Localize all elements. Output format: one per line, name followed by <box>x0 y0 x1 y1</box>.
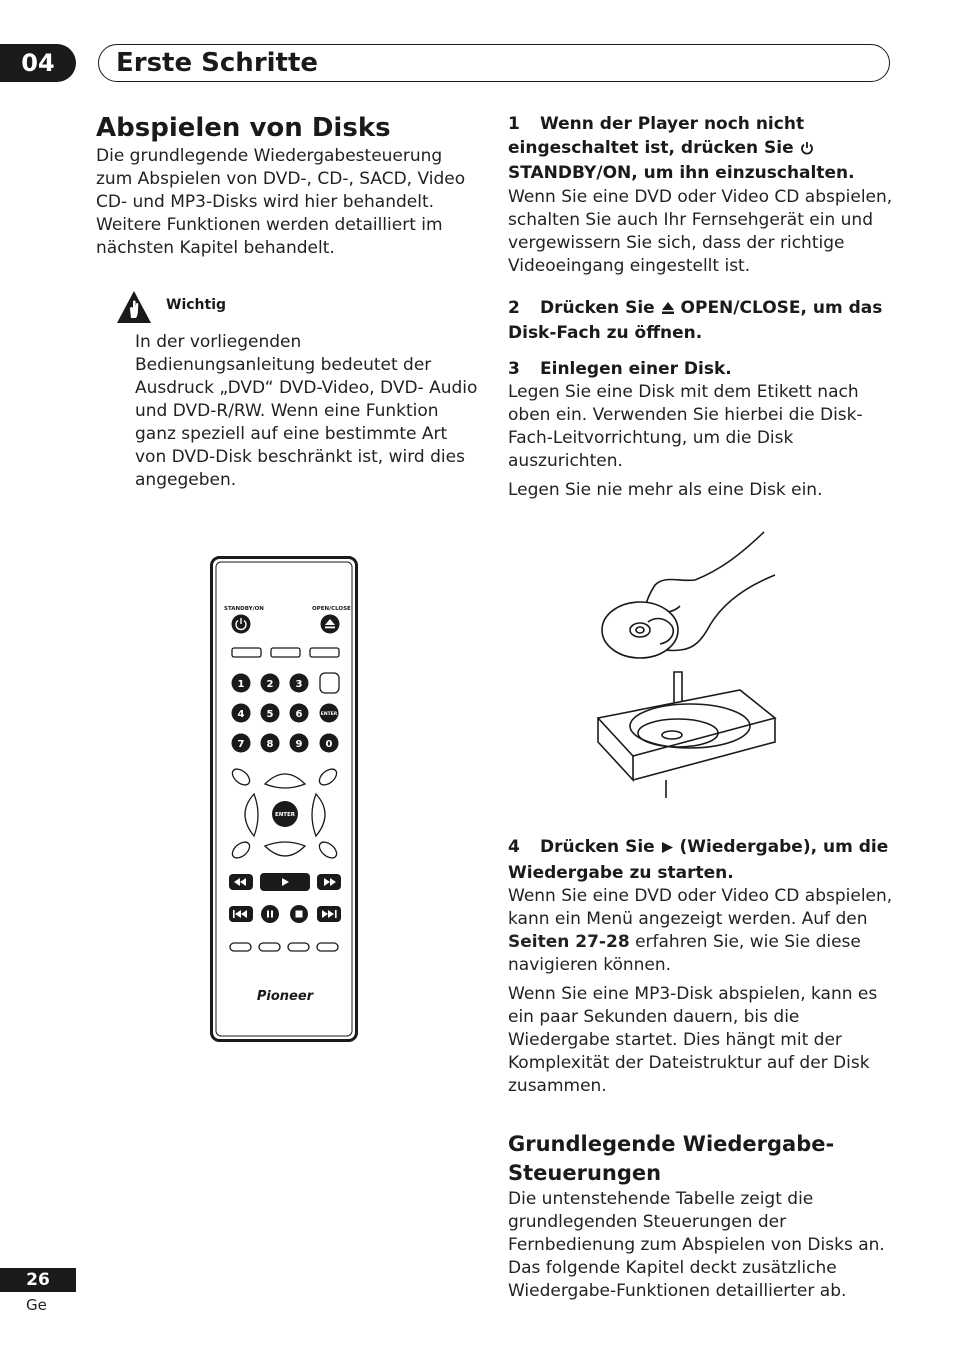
digit-label: 2 <box>266 679 274 690</box>
chapter-number: 04 <box>0 44 76 82</box>
subsection-body: Die untenstehende Tabelle zeigt die grundlegenden Steuerungen der Fernbedienung zum Abspielen von Disks an. Das folgende Kapitel deckt zusätzliche Wiedergabe-Funktionen detaillierter ab. <box>508 1189 885 1301</box>
step-3-body-2: Legen Sie nie mehr als eine Disk ein. <box>508 480 823 500</box>
digit-label: 5 <box>266 709 274 720</box>
step-2-heading-b: OPEN/CLOSE, um das Disk-Fach zu öffnen. <box>508 297 883 343</box>
function-button <box>259 943 280 951</box>
digit-label: 6 <box>295 709 303 720</box>
brand-logo: Pioneer <box>256 989 314 1004</box>
enter-small-label: ENTER <box>320 712 338 717</box>
warning-hand-icon <box>116 290 152 324</box>
disc-loading-illustration <box>590 530 780 802</box>
digit-label: 9 <box>295 739 303 750</box>
step-2-number: 2 <box>508 297 520 318</box>
step-4-body-1-a: Wenn Sie eine DVD oder Video CD abspielen, kann ein Menü angezeigt werden. Auf den <box>508 886 893 929</box>
remote-control-illustration <box>210 556 358 1042</box>
step-4-heading-a: Drücken Sie <box>540 837 655 857</box>
step-4-number: 4 <box>508 837 520 857</box>
digit-label: 3 <box>295 679 303 690</box>
eject-icon <box>661 299 675 323</box>
chapter-title: Erste Schritte <box>116 48 319 78</box>
digit-label: 7 <box>237 739 245 750</box>
open-close-label: OPEN/CLOSE <box>312 606 351 612</box>
step-3-heading <box>508 358 893 382</box>
step-1-heading <box>508 113 893 186</box>
digit-label: 0 <box>325 739 333 750</box>
enter-label: ENTER <box>274 812 296 818</box>
section-intro: Die grundlegende Wiedergabesteuerung zum Abspielen von DVD-, CD-, SACD, Video CD- und MP3-Disks wird hier behandelt. Weitere Funktionen werden detailliert im nächsten Kapitel behandelt. <box>96 146 466 258</box>
step-4-heading-b: (Wiedergabe), um die Wiedergabe zu starten. <box>508 837 889 883</box>
step-2-heading-a: Drücken Sie <box>540 297 655 318</box>
digit-label: 1 <box>237 679 245 690</box>
function-button <box>317 943 338 951</box>
step-4-body-2: Wenn Sie eine MP3-Disk abspielen, kann es ein paar Sekunden dauern, bis die Wiedergabe startet. Dies hängt mit der Komplexität der Dateistruktur auf der Disk zusammen. <box>508 984 878 1096</box>
step-2-heading <box>508 297 893 346</box>
function-button <box>230 943 251 951</box>
language-code: Ge <box>26 1296 47 1314</box>
pause-button <box>261 905 279 923</box>
step-4-heading <box>508 836 893 885</box>
standby-button <box>232 615 251 634</box>
step-1-number: 1 <box>508 114 520 134</box>
function-button <box>288 943 309 951</box>
power-icon <box>800 139 814 163</box>
open-close-button <box>321 615 340 634</box>
function-button <box>232 648 261 657</box>
step-3-number: 3 <box>508 358 520 379</box>
important-text: In der vorliegenden Bedienungsanleitung bedeutet der Ausdruck „DVD“ DVD-Video, DVD- Audio und DVD-R/RW. Wenn eine Funktion ganz speziell auf eine bestimmte Art von DVD-Disk beschränkt ist, wird dies angegeben. <box>135 332 478 490</box>
function-button <box>271 648 300 657</box>
digit-label: 8 <box>266 739 274 750</box>
step-4-body-1-b: erfahren Sie, wie Sie diese navigieren können. <box>508 932 861 975</box>
play-icon <box>661 838 674 862</box>
subsection-title: Grundlegende Wiedergabe-Steuerungen <box>508 1132 835 1185</box>
function-button <box>310 648 339 657</box>
digit-label: 4 <box>237 709 245 720</box>
step-3-heading-text: Einlegen einer Disk. <box>540 358 732 379</box>
important-label: Wichtig <box>166 297 227 313</box>
step-1-body: Wenn Sie eine DVD oder Video CD abspielen, schalten Sie auch Ihr Fernsehgerät ein und vergewissern Sie sich, dass der richtige Videoeingang eingestellt ist. <box>508 186 893 276</box>
step-1-heading-b: STANDBY/ON, um ihn einzuschalten. <box>508 163 855 183</box>
page-number: 26 <box>0 1268 76 1292</box>
clear-button <box>320 673 339 693</box>
step-4-body-1 <box>508 885 893 977</box>
pages-reference: Seiten 27-28 <box>508 932 630 952</box>
step-1-heading-a: Wenn der Player noch nicht eingeschaltet ist, drücken Sie <box>508 114 805 158</box>
step-3-body-1: Legen Sie eine Disk mit dem Etikett nach oben ein. Verwenden Sie hierbei die Disk-Fach-Leitvorrichtung, um die Disk auszurichten. <box>508 382 863 471</box>
section-title: Abspielen von Disks <box>96 113 391 143</box>
standby-label: STANDBY/ON <box>224 606 264 612</box>
